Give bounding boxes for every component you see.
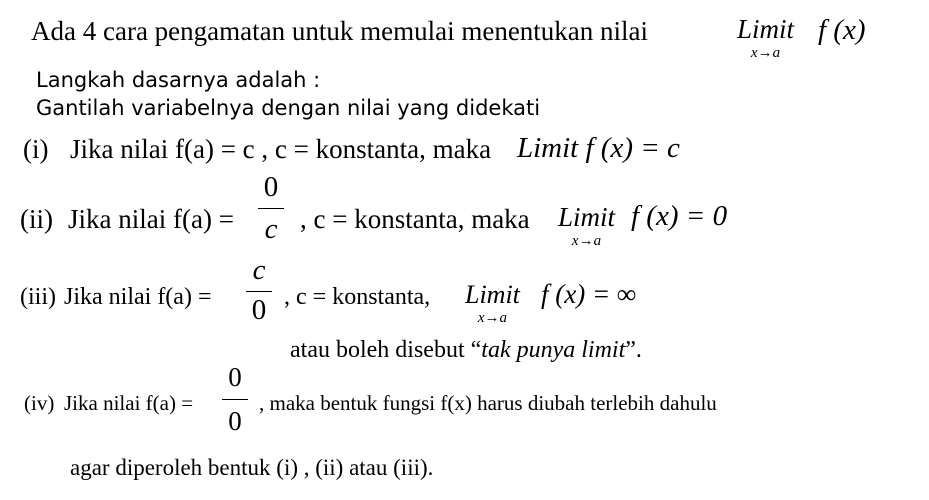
case-iii-limit-rhs: f (x) = ∞: [541, 279, 637, 309]
case-ii-fraction: [256, 173, 286, 244]
title-limit-word: Limit: [737, 14, 795, 44]
case-iv-label: (iv): [24, 391, 55, 415]
intro-line-1: Langkah dasarnya adalah :: [36, 68, 321, 92]
case-ii-text-post: , c = konstanta, maka: [300, 204, 530, 234]
case-ii-fraction-bar: [258, 208, 284, 209]
case-iii-label: (iii): [20, 284, 56, 310]
case-iii-fraction-bar: [246, 291, 272, 292]
case-iii-limit-subscript: x→a: [477, 310, 508, 326]
case-ii-fraction-denominator: c: [264, 213, 278, 245]
case-iv-text-pre: Jika nilai f(a) =: [64, 391, 194, 415]
case-ii-limit: [558, 204, 615, 249]
case-iv-fraction-denominator: 0: [228, 406, 242, 436]
case-iv-line-2: agar diperoleh bentuk (i) , (ii) atau (iii).: [70, 455, 434, 480]
case-ii-limit-subscript: x→a: [571, 233, 602, 249]
case-iii-text-post: , c = konstanta,: [284, 284, 431, 310]
case-iii-fraction-denominator: 0: [251, 294, 267, 326]
case-iii-note: [290, 338, 642, 362]
intro-line-2: Gantilah variabelnya dengan nilai yang didekati: [36, 96, 541, 120]
title-fx: f (x): [818, 14, 866, 46]
case-iv-fraction-numerator: 0: [228, 362, 242, 392]
case-iii-limit: [465, 282, 520, 326]
case-ii-limit-word: Limit: [558, 202, 616, 232]
title-limit: [737, 16, 794, 61]
case-ii-text-pre: Jika nilai f(a) =: [68, 204, 234, 234]
case-ii-fraction-numerator: 0: [263, 171, 279, 203]
case-iv-text-post: , maka bentuk fungsi f(x) harus diubah terlebih dahulu: [259, 391, 717, 415]
case-iv-fraction-bar: [222, 399, 248, 400]
case-ii-label: (ii): [20, 204, 53, 234]
case-i-text: Jika nilai f(a) = c , c = konstanta, maka: [70, 134, 492, 164]
case-iii-fraction-numerator: c: [252, 254, 266, 286]
case-iii-note-pre: atau boleh disebut “: [290, 337, 482, 363]
case-iv-fraction: [220, 364, 250, 435]
case-iii-fraction: [244, 256, 274, 325]
case-iii-limit-word: Limit: [465, 280, 520, 309]
case-iii-note-italic: tak punya limit: [481, 337, 626, 363]
title-limit-subscript: x→a: [750, 45, 781, 61]
case-i-limit-expression: Limit f (x) = c: [517, 132, 680, 164]
case-iii-text-pre: Jika nilai f(a) =: [64, 284, 212, 310]
case-ii-limit-rhs: f (x) = 0: [631, 200, 728, 232]
case-iii-note-post: ”.: [625, 337, 642, 363]
title-text: Ada 4 cara pengamatan untuk memulai menentukan nilai: [31, 16, 649, 46]
case-i-label: (i): [23, 134, 49, 164]
